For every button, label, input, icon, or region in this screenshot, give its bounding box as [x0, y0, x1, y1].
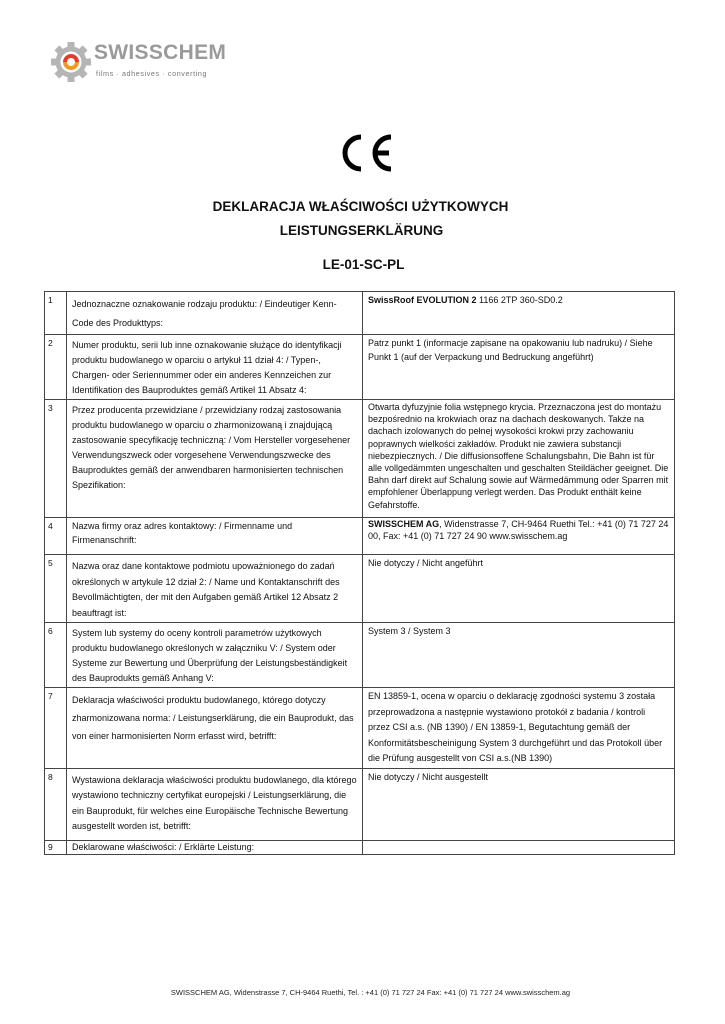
row-value: Nie dotyczy / Nicht ausgestellt	[363, 768, 675, 840]
ce-mark-icon	[333, 132, 397, 174]
document-number: LE-01-SC-PL	[322, 257, 405, 272]
row-description: Deklaracja właściwości produktu budowlanego, którego dotyczy zharmonizowana norma: / Leistungserklärung, die ein Bauprodukt, das von einer harmonisierten Norm erfasst wird, betrifft:	[67, 688, 363, 769]
row-description: Jednoznaczne oznakowanie rodzaju produktu: / Eindeutiger Kenn-Code des Produkttyps:	[67, 292, 363, 335]
logo-brand-text: SWISSCHEM	[94, 41, 227, 64]
table-row	[45, 555, 675, 623]
table-row	[45, 518, 675, 555]
row-description: Wystawiona deklaracja właściwości produktu budowlanego, dla którego wystawiono techniczny certyfikat europejski / Leistungserklärung, die ein Bauprodukt, für welches eine Europäische Technische Bewertung ausgestellt worden ist, betrifft:	[67, 768, 363, 840]
table-row	[45, 768, 675, 840]
table-row	[45, 623, 675, 688]
logo-tagline: films · adhesives · converting	[96, 69, 208, 78]
gear-logo-icon	[50, 40, 92, 84]
row-number: 3	[45, 400, 67, 518]
row-value: Patrz punkt 1 (informacje zapisane na opakowaniu lub nadruku) / Siehe Punkt 1 (auf der Verpackung und Bedruckung angeführt)	[363, 335, 675, 400]
row-number: 4	[45, 518, 67, 555]
row-number: 2	[45, 335, 67, 400]
row-number: 8	[45, 768, 67, 840]
table-row	[45, 840, 675, 854]
row-number: 1	[45, 292, 67, 335]
row-value: Nie dotyczy / Nicht angeführt	[363, 555, 675, 623]
company-logo	[50, 40, 227, 88]
title-german: LEISTUNGSERKLÄRUNG	[279, 223, 444, 238]
row-description: Numer produktu, serii lub inne oznakowanie służące do identyfikacji produktu budowlanego w oparciu o artykuł 11 dział 4: / Typen-, Chargen- oder Seriennummer oder ein anderes Kennzeichen zur Identifikation des Bauproduktes gemäß Artikel 11 Absatz 4:	[67, 335, 363, 400]
table-row	[45, 292, 675, 335]
row-value: SwissRoof EVOLUTION 2 1166 2TP 360-SD0.2	[363, 292, 675, 335]
row-value: System 3 / System 3	[363, 623, 675, 688]
page-footer: SWISSCHEM AG, Widenstrasse 7, CH-9464 Ruethi, Tel. : +41 (0) 71 727 24 Fax: +41 (0) 71 727 24 www.swisschem.ag	[170, 988, 571, 997]
declaration-table	[44, 291, 675, 855]
title-polish: DEKLARACJA WŁAŚCIWOŚCI UŻYTKOWYCH	[212, 199, 509, 214]
row-value: EN 13859-1, ocena w oparciu o deklarację zgodności systemu 3 została przeprowadzona a następnie wystawiono protokół z badania / kontroli przez CSI a.s. (NB 1390) / EN 13859-1, Begutachtung gemäß der Konformitätsbescheinigung System 3 durchgeführt und das Protokoll über die Prüfung ausgestellt von CSI a.s.(NB 1390)	[363, 688, 675, 769]
row-description: System lub systemy do oceny kontroli parametrów użytkowych produktu budowlanego określonych w załączniku V: / System oder Systeme zur Bewertung und Überprüfung der Leistungsbeständigkeit des Bauprodukts gemäß Anhang V:	[67, 623, 363, 688]
row-value: SWISSCHEM AG, Widenstrasse 7, CH-9464 Ruethi Tel.: +41 (0) 71 727 24 00, Fax: +41 (0) 71 727 24 90 www.swisschem.ag	[363, 518, 675, 555]
row-value: Otwarta dyfuzyjnie folia wstępnego krycia. Przeznaczona jest do montażu bezpośrednio na krokwiach oraz na dachach deskowanych. Także na dachach izolowanych do pełnej wysokości krokwi przy zachowaniu poprawnych wielkości zakładów. Produkt nie zawiera substancji niebezpiecznych. / Die diffusionsoffene Schalungsbahn, Die Bahn ist für alle vollgedämmten ungeschalten und geschalten Steildächer geeignet. Die Bahn darf direkt auf Schalung sowie auf Wärmedämmung oder Sparren mit empfohlener Überlappung verlegt werden. Das Produkt enthält keine Gefahrstoffe.	[363, 400, 675, 518]
table-row	[45, 400, 675, 518]
row-value	[363, 840, 675, 854]
row-number: 9	[45, 840, 67, 854]
table-row	[45, 335, 675, 400]
row-description: Nazwa oraz dane kontaktowe podmiotu upoważnionego do zadań określonych w artykule 12 dział 2: / Name und Kontaktanschrift des Bevollmächtigten, der mit den Aufgaben gemäß Artikel 12 Absatz 2 beauftragt ist:	[67, 555, 363, 623]
table-row	[45, 688, 675, 769]
row-description: Przez producenta przewidziane / przewidziany rodzaj zastosowania produktu budowlanego w oparciu o zharmonizowaną i znajdującą zastosowanie specyfikację techniczną: / Vom Hersteller vorgesehener Verwendungszweck oder vorgesehene Verwendungszwecke des Bauproduktes gemäß der anwendbaren harmonisierten technischen Spezifikation:	[67, 400, 363, 518]
row-number: 6	[45, 623, 67, 688]
row-description: Deklarowane właściwości: / Erklärte Leistung:	[67, 840, 363, 854]
row-description: Nazwa firmy oraz adres kontaktowy: / Firmenname und Firmenanschrift:	[67, 518, 363, 555]
row-number: 7	[45, 688, 67, 769]
row-number: 5	[45, 555, 67, 623]
